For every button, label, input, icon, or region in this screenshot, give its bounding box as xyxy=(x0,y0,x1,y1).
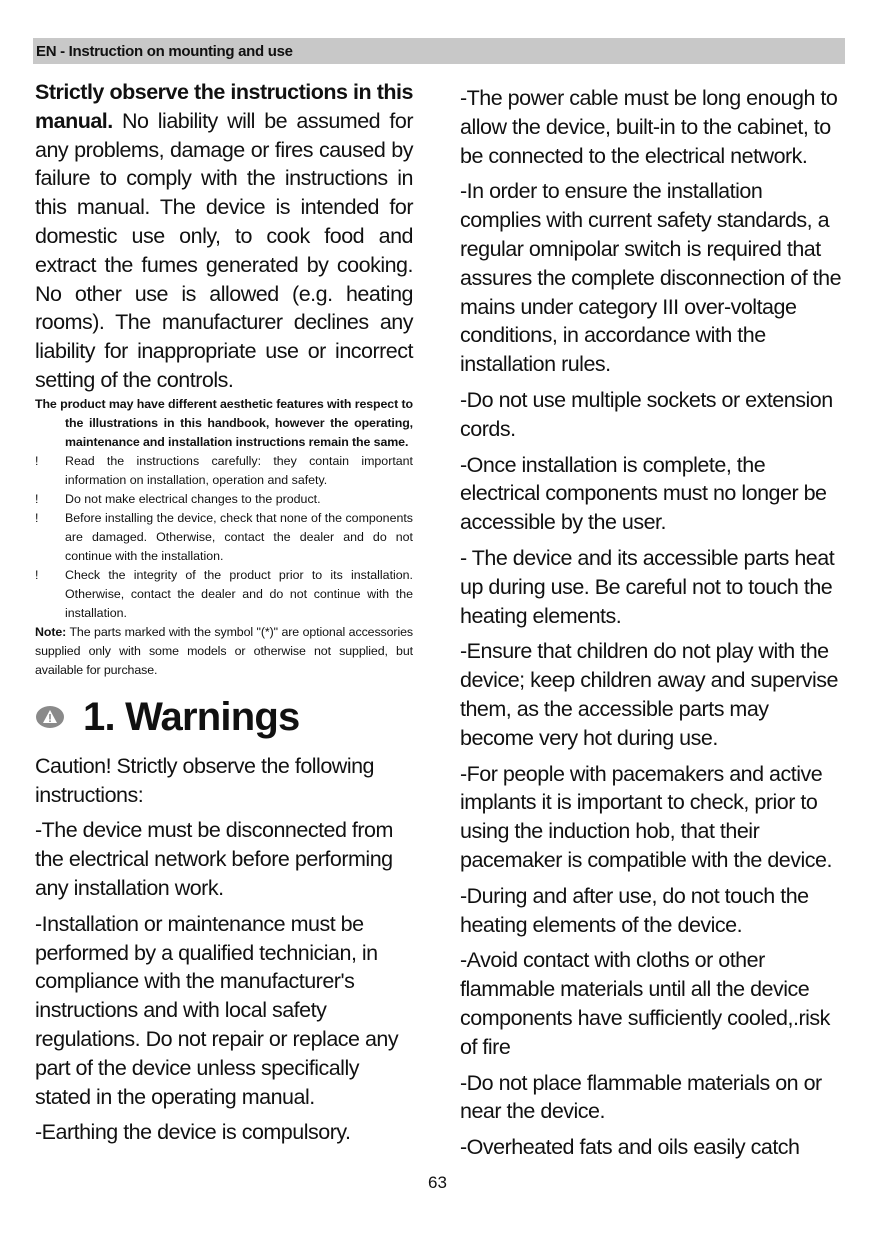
list-item-text: Before installing the device, check that none of the components are damaged. Otherwise, contact the dealer and do not continue with the installation. xyxy=(65,510,413,563)
aesthetic-note: The product may have different aesthetic features with respect to the illustrations in this handbook, however the operating, maintenance and installation instructions remain the same. xyxy=(35,396,413,449)
list-item xyxy=(35,452,413,490)
warning-paragraph: -The device must be disconnected from the electrical network before performing any installation work. xyxy=(35,818,393,900)
warning-paragraph: -Do not use multiple sockets or extension cords. xyxy=(460,387,833,441)
warning-triangle-icon xyxy=(35,705,65,729)
warning-paragraph: -Installation or maintenance must be performed by a qualified technician, in compliance with the manufacturer's instructions and with local safety regulations. Do not repair or replace any part of the device unless specifically stated in the operating manual. xyxy=(35,911,399,1109)
right-column xyxy=(460,84,843,1169)
intro-rest: No liability will be assumed for any problems, damage or fires caused by failure to comply with the instructions in this manual. The device is intended for domestic use only, to cook food and extract the fumes generated by cooking. No other use is allowed (e.g. heating rooms). The manufacturer declines any liability for inappropriate use or incorrect setting of the controls. xyxy=(35,108,413,392)
warning-paragraph: -Once installation is complete, the electrical components must no longer be accessible by the user. xyxy=(460,452,827,535)
section-heading xyxy=(35,694,413,740)
bullet-list xyxy=(35,452,413,623)
note-label: Note: xyxy=(35,624,67,639)
list-item-text: Check the integrity of the product prior to its installation. Otherwise, contact the dealer and do not continue with the installation. xyxy=(65,567,413,620)
left-column xyxy=(35,78,413,1154)
intro-paragraph xyxy=(35,78,413,395)
optional-parts-note xyxy=(35,623,413,680)
list-item xyxy=(35,490,413,509)
exclamation-mark: ! xyxy=(35,491,39,506)
warning-paragraph: -In order to ensure the installation complies with current safety standards, a regular omnipolar switch is required that assures the complete disconnection of the mains under category III over-voltage conditions, in accordance with the installation rules. xyxy=(460,179,842,377)
warning-paragraph: -Overheated fats and oils easily catch xyxy=(460,1135,800,1160)
list-item-text: Do not make electrical changes to the product. xyxy=(65,491,321,506)
list-item xyxy=(35,566,413,623)
warning-paragraph: Caution! Strictly observe the following instructions: xyxy=(35,753,375,807)
page-number: 63 xyxy=(428,1173,447,1192)
exclamation-mark: ! xyxy=(35,453,39,468)
exclamation-mark: ! xyxy=(35,510,39,525)
warning-paragraph: -Do not place flammable materials on or near the device. xyxy=(460,1070,822,1124)
header-bar xyxy=(33,38,845,64)
exclamation-mark: ! xyxy=(35,567,39,582)
warning-paragraph: -Ensure that children do not play with the device; keep children away and supervise them, as the accessible parts may become very hot during use. xyxy=(460,639,838,750)
warning-paragraph: -Avoid contact with cloths or other flammable materials until all the device components have sufficiently cooled,.risk of fire xyxy=(460,948,830,1059)
note-text: The parts marked with the symbol "(*)" are optional accessories supplied only with some models or otherwise not supplied, but available for purchase. xyxy=(35,624,413,677)
intro-bold: Strictly observe the instructions in this manual. xyxy=(35,80,413,133)
warning-paragraph: -Earthing the device is compulsory. xyxy=(35,1120,351,1145)
section-title: 1. Warnings xyxy=(83,694,300,739)
warning-paragraph: -The power cable must be long enough to allow the device, built-in to the cabinet, to be connected to the electrical network. xyxy=(460,86,838,168)
list-item-text: Read the instructions carefully: they contain important information on installation, operation and safety. xyxy=(65,453,413,487)
warning-paragraph: -For people with pacemakers and active implants it is important to check, prior to using the induction hob, that their pacemaker is compatible with the device. xyxy=(460,761,832,872)
warning-paragraph: -During and after use, do not touch the heating elements of the device. xyxy=(460,883,809,937)
warning-paragraph: - The device and its accessible parts heat up during use. Be careful not to touch the heating elements. xyxy=(460,545,835,628)
list-item xyxy=(35,509,413,566)
header-title: EN - Instruction on mounting and use xyxy=(36,43,293,60)
